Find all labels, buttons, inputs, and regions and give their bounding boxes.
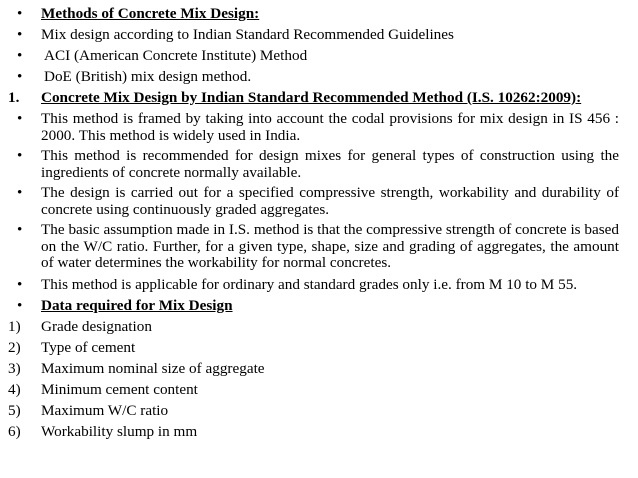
bullet: •: [17, 26, 23, 43]
item-text: Workability slump in mm: [41, 423, 198, 440]
point-text: The design is carried out for a specified compressive strength, workability and durability of concrete using continuously graded aggregates.: [41, 184, 619, 218]
item-number: 4): [8, 381, 21, 398]
point-text: This method is recommended for design mixes for general types of construction using the ingredients of concrete normally available.: [41, 147, 619, 181]
item-number: 6): [8, 423, 21, 440]
item-text: Maximum nominal size of aggregate: [41, 360, 265, 377]
item-text: Maximum W/C ratio: [41, 402, 169, 419]
bullet: •: [17, 184, 23, 201]
point-text: The basic assumption made in I.S. method is that the compressive strength of concrete is based on the W/C ratio. Further, for a given type, shape, size and grading of aggregates, the amount of water determines the workability for normal concretes.: [41, 221, 619, 272]
bullet: •: [17, 147, 23, 164]
section-title: Concrete Mix Design by Indian Standard Recommended Method (I.S. 10262:2009):: [41, 89, 582, 106]
item-number: 1): [8, 318, 21, 335]
item-number: 2): [8, 339, 21, 356]
bullet: •: [17, 110, 23, 127]
section-number: 1.: [8, 89, 20, 106]
item-number: 3): [8, 360, 21, 377]
method-text: ACI (American Concrete Institute) Method: [44, 47, 308, 64]
item-text: Type of cement: [41, 339, 136, 356]
bullet: •: [17, 68, 23, 85]
bullet: •: [17, 47, 23, 64]
method-text: Mix design according to Indian Standard Recommended Guidelines: [41, 26, 454, 43]
heading-methods: Methods of Concrete Mix Design:: [41, 5, 260, 22]
data-heading: Data required for Mix Design: [41, 297, 233, 314]
bullet: •: [17, 297, 23, 314]
bullet: •: [17, 221, 23, 238]
point-text: This method is framed by taking into account the codal provisions for mix design in IS 456 : 2000. This method is widely used in India.: [41, 110, 619, 144]
method-text: DoE (British) mix design method.: [44, 68, 252, 85]
point-text: This method is applicable for ordinary and standard grades only i.e. from M 10 to M 55.: [41, 276, 578, 293]
item-text: Grade designation: [41, 318, 152, 335]
item-number: 5): [8, 402, 21, 419]
bullet: •: [17, 276, 23, 293]
bullet: •: [17, 5, 23, 22]
item-text: Minimum cement content: [41, 381, 198, 398]
